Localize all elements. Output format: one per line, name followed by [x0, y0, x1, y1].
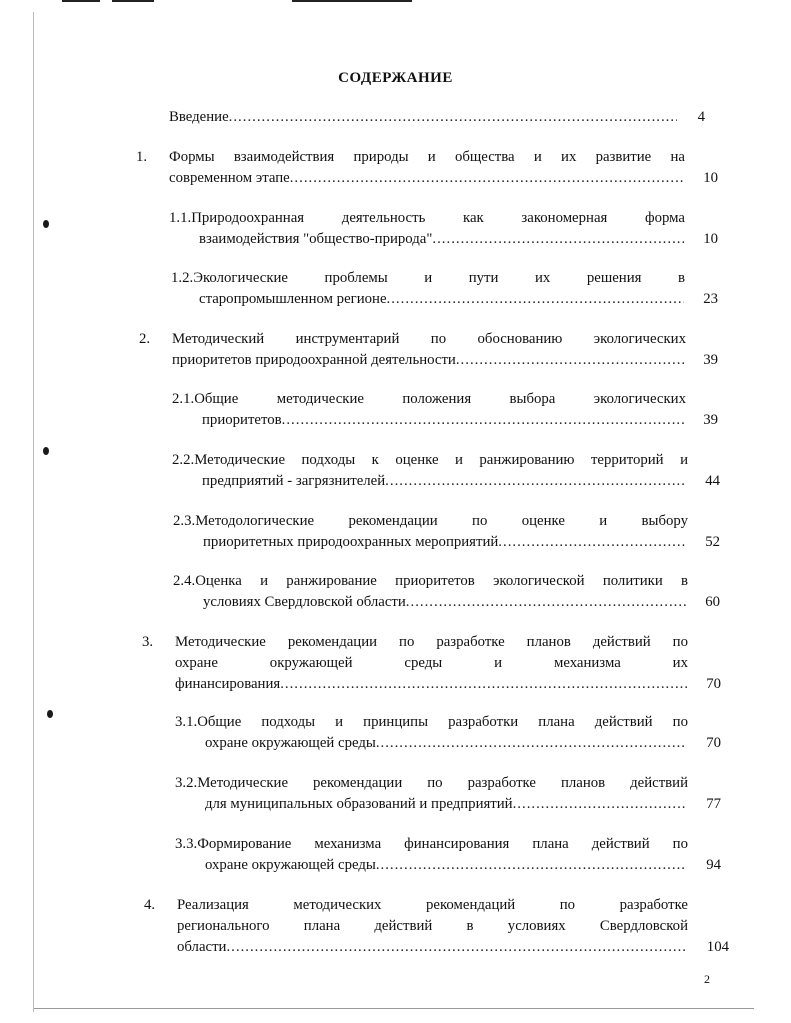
toc-entry-text: охране окружающей среды [205, 857, 376, 873]
leader-dots [513, 794, 687, 815]
toc-line: регионального плана действий в условиях Свердловской [177, 918, 688, 934]
scan-mark-top-3 [292, 0, 412, 2]
toc-section-number: 1. [136, 149, 148, 165]
toc-section-number: 4. [144, 897, 156, 913]
toc-page-number: 10 [703, 170, 718, 186]
toc-line: 2.1.Общие методические положения выбора экологических [172, 391, 686, 407]
toc-page-number: 39 [703, 352, 718, 368]
toc-entry-text: приоритетных природоохранных мероприятий [203, 534, 499, 550]
toc-page-number: 70 [706, 676, 721, 692]
leader-dots [432, 229, 684, 250]
leader-dots [282, 410, 684, 431]
toc-line: Реализация методических рекомендаций по разработке [177, 897, 688, 913]
toc-section-number: 2. [139, 331, 151, 347]
toc-line [199, 289, 684, 310]
toc-line: 1.2.Экологические проблемы и пути их решения в [171, 270, 685, 286]
scan-edge-left [33, 12, 34, 1012]
leader-dots [385, 471, 686, 492]
toc-page-number: 60 [705, 594, 720, 610]
punch-hole-mark-3 [47, 710, 53, 718]
toc-entry-1-1 [169, 208, 718, 250]
toc-line [205, 855, 687, 876]
toc-entry-intro [169, 107, 705, 128]
toc-line [172, 350, 684, 371]
toc-entry-text: финансирования [175, 676, 281, 692]
toc-entry-section-1 [136, 147, 718, 189]
toc-line [177, 937, 687, 958]
leader-dots [406, 592, 687, 613]
punch-hole-mark-2 [43, 447, 49, 455]
toc-entry-text: современном этапе [169, 170, 290, 186]
toc-entry-section-3 [142, 632, 721, 695]
toc-entry-text: условиях Свердловской области [203, 594, 406, 610]
scan-mark-top-1 [62, 0, 100, 2]
toc-line: 2.4.Оценка и ранжирование приоритетов экологической политики в [173, 573, 688, 589]
toc-entry-2-3 [173, 511, 720, 553]
toc-page-number: 52 [705, 534, 720, 550]
toc-entry-text: Введение [169, 109, 229, 125]
toc-line [205, 794, 687, 815]
toc-page-number: 4 [697, 109, 705, 125]
leader-dots [456, 350, 684, 371]
toc-entry-section-4 [144, 895, 729, 958]
leader-dots [376, 733, 687, 754]
toc-line [175, 674, 687, 695]
toc-section-number: 3. [142, 634, 154, 650]
toc-page-number: 44 [705, 473, 720, 489]
punch-hole-mark-1 [43, 220, 49, 228]
toc-entry-2-4 [173, 571, 720, 613]
toc-line: охране окружающей среды и механизма их [175, 655, 688, 671]
toc-line: Методический инструментарий по обоснованию экологических [172, 331, 686, 347]
toc-line [169, 107, 677, 128]
page-title: СОДЕРЖАНИЕ [338, 70, 453, 86]
toc-entry-3-2 [175, 773, 721, 815]
toc-line: 3.3.Формирование механизма финансирования плана действий по [175, 836, 688, 852]
toc-line [169, 168, 684, 189]
toc-entry-text: охране окружающей среды [205, 735, 376, 751]
toc-line: Методические рекомендации по разработке планов действий по [175, 634, 688, 650]
toc-line: 3.2.Методические рекомендации по разработке планов действий [175, 775, 688, 791]
toc-page-number: 77 [706, 796, 721, 812]
toc-page-number: 104 [706, 939, 729, 955]
toc-page-number: 94 [706, 857, 721, 873]
leader-dots [226, 937, 687, 958]
toc-line: 2.3.Методологические рекомендации по оценке и выбору [173, 513, 688, 529]
scan-mark-top-2 [112, 0, 154, 2]
toc-line [202, 471, 686, 492]
toc-line [203, 592, 687, 613]
leader-dots [290, 168, 684, 189]
toc-page-number: 23 [703, 291, 718, 307]
toc-line: 2.2.Методические подходы к оценке и ранжированию территорий и [172, 452, 688, 468]
leader-dots [376, 855, 687, 876]
toc-entry-2-2 [172, 450, 720, 492]
scan-edge-bottom [34, 1008, 754, 1009]
toc-entry-text: старопромышленном регионе [199, 291, 387, 307]
toc-line: 3.1.Общие подходы и принципы разработки плана действий по [175, 714, 688, 730]
toc-entry-1-2 [171, 268, 718, 310]
toc-line [203, 532, 687, 553]
page-number: 2 [704, 972, 710, 986]
toc-line [199, 229, 684, 250]
toc-entry-text: приоритетов [202, 412, 282, 428]
leader-dots [229, 107, 677, 128]
toc-entry-text: приоритетов природоохранной деятельности [172, 352, 456, 368]
toc-entry-text: для муниципальных образований и предприятий [205, 796, 513, 812]
toc-line: 1.1.Природоохранная деятельность как закономерная форма [169, 210, 685, 226]
toc-line: Формы взаимодействия природы и общества и их развитие на [169, 149, 685, 165]
leader-dots [387, 289, 684, 310]
leader-dots [498, 532, 687, 553]
toc-entry-text: предприятий - загрязнителей [202, 473, 386, 489]
toc-entry-text: области [177, 939, 227, 955]
toc-entry-text: взаимодействия "общество-природа" [199, 231, 433, 247]
toc-entry-3-1 [175, 712, 721, 754]
toc-entry-section-2 [139, 329, 718, 371]
leader-dots [280, 674, 687, 695]
toc-page-number: 39 [703, 412, 718, 428]
toc-page-number: 10 [703, 231, 718, 247]
toc-line [205, 733, 687, 754]
toc-page-number: 70 [706, 735, 721, 751]
toc-entry-2-1 [172, 389, 718, 431]
toc-line [202, 410, 684, 431]
toc-entry-3-3 [175, 834, 721, 876]
